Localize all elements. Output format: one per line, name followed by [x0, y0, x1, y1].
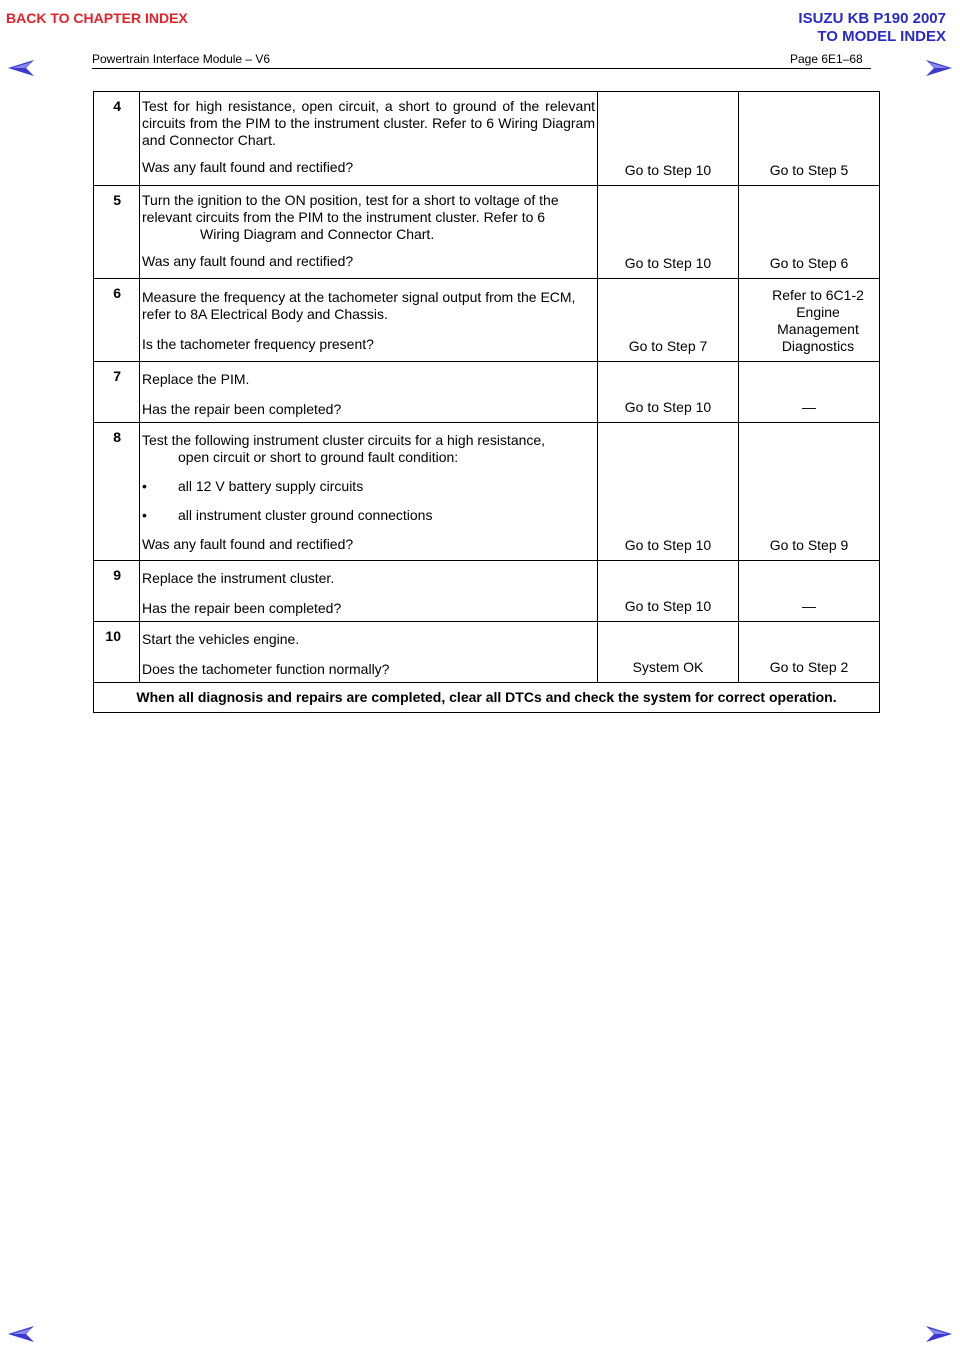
- step-number: 4: [94, 92, 140, 186]
- yes-result: Go to Step 7: [598, 279, 739, 362]
- action-text: Replace the instrument cluster.: [142, 570, 335, 586]
- table-row: [94, 561, 880, 622]
- step-number: 9: [94, 561, 140, 622]
- prev-page-arrow-icon[interactable]: [8, 60, 34, 74]
- yes-result: Go to Step 10: [598, 423, 739, 561]
- step-number: 6: [94, 279, 140, 362]
- diagnostic-table: [93, 91, 880, 713]
- no-result: Refer to 6C1-2 Engine Management Diagnostics: [739, 279, 880, 362]
- step-question: Was any fault found and rectified?: [142, 253, 354, 269]
- list-item: [142, 478, 595, 495]
- action-text: Test the following instrument cluster circuits for a high resistance,: [142, 432, 546, 448]
- yes-result: System OK: [598, 622, 739, 683]
- yes-result: Go to Step 10: [598, 186, 739, 279]
- step-action: [140, 561, 598, 622]
- no-result: Go to Step 9: [739, 423, 880, 561]
- step-number: 10: [94, 622, 140, 683]
- step-question: Was any fault found and rectified?: [142, 536, 354, 552]
- page-number: Page 6E1–68: [790, 52, 863, 66]
- table-row: [94, 622, 880, 683]
- next-page-arrow-icon[interactable]: [924, 1326, 950, 1340]
- no-result: —: [739, 362, 880, 423]
- step-number: 5: [94, 186, 140, 279]
- action-text: Replace the PIM.: [142, 371, 250, 387]
- model-index-link[interactable]: [798, 10, 946, 46]
- no-result: Go to Step 6: [739, 186, 880, 279]
- step-action: [140, 92, 598, 186]
- table-footer-row: [94, 683, 880, 713]
- table-row: [94, 279, 880, 362]
- table-row: [94, 186, 880, 279]
- action-text: Measure the frequency at the tachometer signal output from the ECM, refer to 8A Electrical Body and Chassis.: [142, 289, 576, 322]
- action-text: Test for high resistance, open circuit, a short to ground of the relevant circuits from the PIM to the instrument cluster. Refer to 6 Wiring Diagram and Connector Chart.: [142, 98, 595, 148]
- table-row: [94, 92, 880, 186]
- step-action: [140, 279, 598, 362]
- header-rule: [92, 68, 871, 69]
- prev-page-arrow-icon[interactable]: [8, 1326, 34, 1340]
- model-title[interactable]: ISUZU KB P190 2007: [798, 10, 946, 27]
- table-row: [94, 423, 880, 561]
- step-action: [140, 362, 598, 423]
- bullet-text: all instrument cluster ground connections: [178, 507, 433, 523]
- list-item: [142, 507, 595, 524]
- step-question: Has the repair been completed?: [142, 401, 342, 417]
- step-question: Has the repair been completed?: [142, 600, 342, 616]
- step-question: Was any fault found and rectified?: [142, 159, 354, 175]
- step-question: Is the tachometer frequency present?: [142, 336, 374, 352]
- model-index-label[interactable]: TO MODEL INDEX: [817, 28, 946, 45]
- no-result: —: [739, 561, 880, 622]
- action-text: open circuit or short to ground fault condition:: [178, 449, 459, 465]
- table-row: [94, 362, 880, 423]
- yes-result: Go to Step 10: [598, 561, 739, 622]
- action-text: Start the vehicles engine.: [142, 631, 300, 647]
- step-question: Does the tachometer function normally?: [142, 661, 390, 677]
- next-page-arrow-icon[interactable]: [924, 60, 950, 74]
- no-result: Go to Step 5: [739, 92, 880, 186]
- bullet-icon: •: [142, 507, 147, 523]
- yes-result: Go to Step 10: [598, 92, 739, 186]
- step-action: [140, 186, 598, 279]
- completion-note: When all diagnosis and repairs are completed, clear all DTCs and check the system for correct operation.: [94, 683, 880, 713]
- back-to-chapter-index-link[interactable]: BACK TO CHAPTER INDEX: [6, 10, 188, 26]
- no-result: Go to Step 2: [739, 622, 880, 683]
- action-text: Turn the ignition to the ON position, test for a short to voltage of the relevant circuits from the PIM to the instrument cluster. Refer to 6: [142, 192, 559, 225]
- action-text: Wiring Diagram and Connector Chart.: [200, 226, 435, 242]
- yes-result: Go to Step 10: [598, 362, 739, 423]
- step-number: 8: [94, 423, 140, 561]
- step-number: 7: [94, 362, 140, 423]
- bullet-icon: •: [142, 478, 147, 494]
- bullet-text: all 12 V battery supply circuits: [178, 478, 364, 494]
- step-action: [140, 622, 598, 683]
- step-action: [140, 423, 598, 561]
- document-section-title: Powertrain Interface Module – V6: [92, 52, 271, 66]
